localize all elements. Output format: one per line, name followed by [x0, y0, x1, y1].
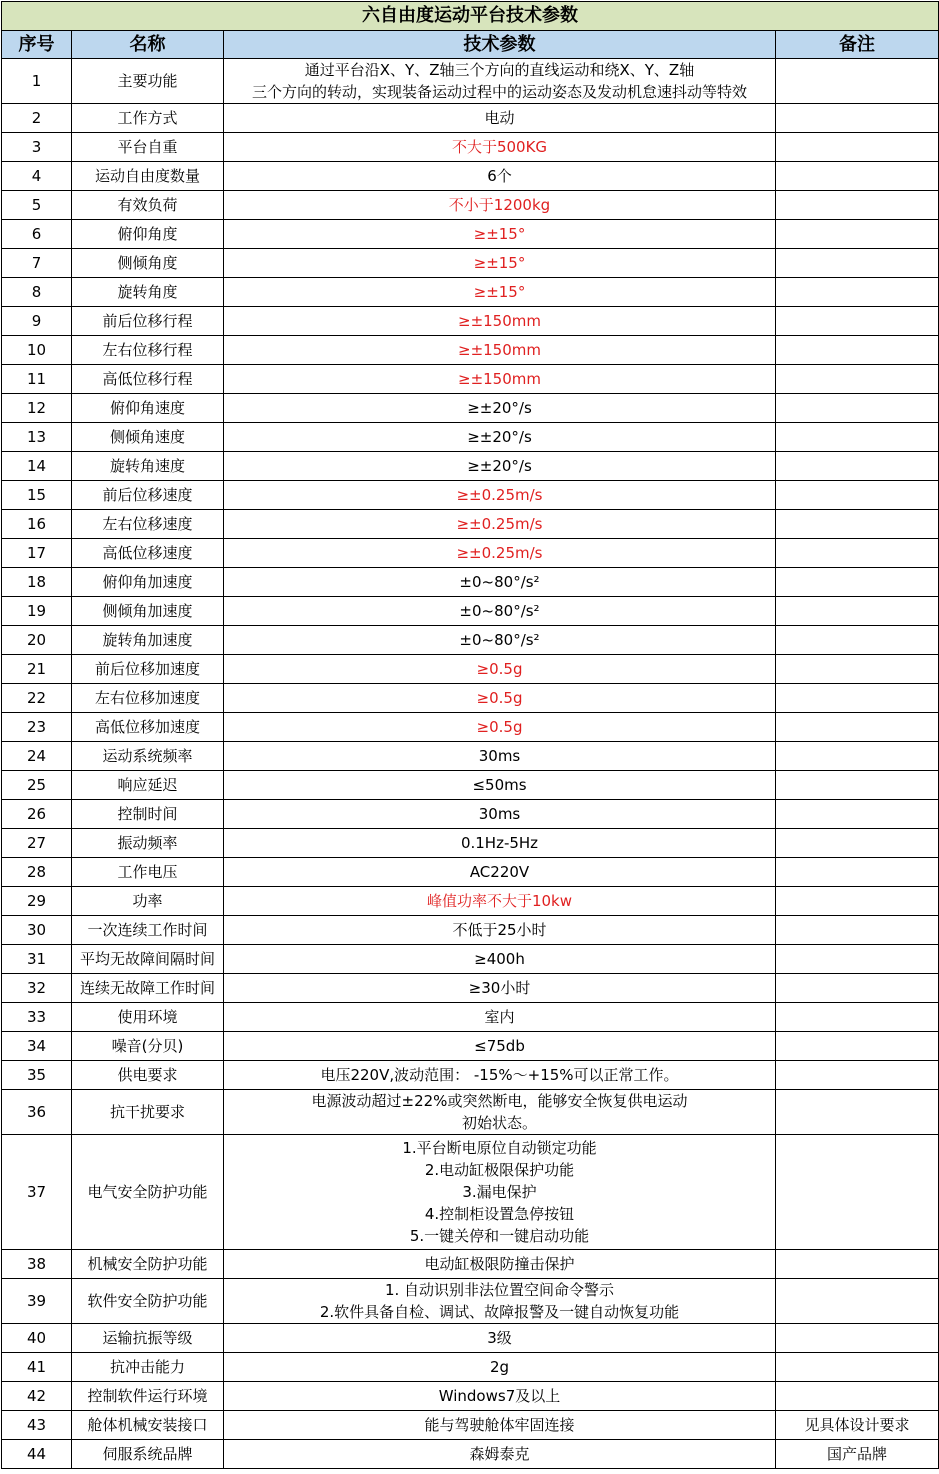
- row-name: 高低位移加速度: [72, 713, 224, 742]
- row-name: 机械安全防护功能: [72, 1250, 224, 1279]
- table-row: [2, 916, 939, 945]
- row-name: 一次连续工作时间: [72, 916, 224, 945]
- row-note: [776, 104, 939, 133]
- row-no: 35: [2, 1061, 72, 1090]
- table-row: [2, 1279, 939, 1324]
- row-value: 能与驾驶舱体牢固连接: [224, 1411, 776, 1440]
- row-value: Windows7及以上: [224, 1382, 776, 1411]
- row-no: 4: [2, 162, 72, 191]
- row-note: [776, 1003, 939, 1032]
- table-row: [2, 1135, 939, 1250]
- row-note: [776, 191, 939, 220]
- table-row: [2, 191, 939, 220]
- table-row: [2, 278, 939, 307]
- row-value: 30ms: [224, 800, 776, 829]
- row-value: ≥±20°/s: [224, 423, 776, 452]
- row-name: 伺服系统品牌: [72, 1440, 224, 1469]
- row-no: 7: [2, 249, 72, 278]
- row-name: 侧倾角速度: [72, 423, 224, 452]
- row-no: 17: [2, 539, 72, 568]
- row-note: [776, 945, 939, 974]
- row-name: 响应延迟: [72, 771, 224, 800]
- row-note: [776, 974, 939, 1003]
- row-value: 电源波动超过±22%或突然断电，能够安全恢复供电运动 初始状态。: [224, 1090, 776, 1135]
- row-no: 12: [2, 394, 72, 423]
- row-name: 左右位移加速度: [72, 684, 224, 713]
- table-row: [2, 1411, 939, 1440]
- table-row: [2, 365, 939, 394]
- table-row: [2, 1250, 939, 1279]
- table-row: [2, 249, 939, 278]
- row-value: 室内: [224, 1003, 776, 1032]
- row-no: 26: [2, 800, 72, 829]
- table-row: [2, 684, 939, 713]
- row-value: AC220V: [224, 858, 776, 887]
- row-value: 电压220V,波动范围： -15%～+15%可以正常工作。: [224, 1061, 776, 1090]
- row-no: 40: [2, 1324, 72, 1353]
- table-row: [2, 510, 939, 539]
- row-note: [776, 1090, 939, 1135]
- row-value: ≤50ms: [224, 771, 776, 800]
- table-row: [2, 1353, 939, 1382]
- row-no: 30: [2, 916, 72, 945]
- row-note: [776, 452, 939, 481]
- row-name: 振动频率: [72, 829, 224, 858]
- row-name: 旋转角度: [72, 278, 224, 307]
- row-value: ≥±0.25m/s: [224, 510, 776, 539]
- row-note: [776, 858, 939, 887]
- row-note: [776, 336, 939, 365]
- table-row: [2, 220, 939, 249]
- row-value: 不大于500KG: [224, 133, 776, 162]
- row-name: 电气安全防护功能: [72, 1135, 224, 1250]
- row-value: ≥±150mm: [224, 336, 776, 365]
- row-note: [776, 626, 939, 655]
- row-value: 2g: [224, 1353, 776, 1382]
- row-no: 28: [2, 858, 72, 887]
- row-note: [776, 133, 939, 162]
- row-no: 37: [2, 1135, 72, 1250]
- row-value: 不低于25小时: [224, 916, 776, 945]
- row-value: ≥±20°/s: [224, 452, 776, 481]
- row-value: ≥±150mm: [224, 307, 776, 336]
- row-name: 侧倾角加速度: [72, 597, 224, 626]
- row-name: 控制时间: [72, 800, 224, 829]
- row-no: 6: [2, 220, 72, 249]
- row-value: 峰值功率不大于10kw: [224, 887, 776, 916]
- row-no: 27: [2, 829, 72, 858]
- table-row: [2, 423, 939, 452]
- table-row: [2, 974, 939, 1003]
- row-value: 1.平台断电原位自动锁定功能 2.电动缸极限保护功能 3.漏电保护 4.控制柜设置急停按钮 5.一键关停和一键启动功能: [224, 1135, 776, 1250]
- table-row: [2, 1382, 939, 1411]
- row-no: 14: [2, 452, 72, 481]
- row-name: 运输抗振等级: [72, 1324, 224, 1353]
- table-row: [2, 539, 939, 568]
- row-no: 32: [2, 974, 72, 1003]
- table-row: [2, 1032, 939, 1061]
- table-row: [2, 771, 939, 800]
- row-no: 1: [2, 59, 72, 104]
- row-name: 旋转角加速度: [72, 626, 224, 655]
- row-no: 24: [2, 742, 72, 771]
- row-no: 16: [2, 510, 72, 539]
- row-name: 前后位移速度: [72, 481, 224, 510]
- row-no: 25: [2, 771, 72, 800]
- row-value: ≥±15°: [224, 278, 776, 307]
- row-value: ≥±0.25m/s: [224, 481, 776, 510]
- row-value: ≥30小时: [224, 974, 776, 1003]
- row-note: [776, 162, 939, 191]
- row-note: [776, 539, 939, 568]
- table-row: [2, 945, 939, 974]
- row-no: 2: [2, 104, 72, 133]
- spec-table: [1, 1, 939, 1469]
- table-row: [2, 133, 939, 162]
- row-name: 平台自重: [72, 133, 224, 162]
- row-value: 1. 自动识别非法位置空间命令警示 2.软件具备自检、调试、故障报警及一键自动恢复功能: [224, 1279, 776, 1324]
- row-value: ≥0.5g: [224, 713, 776, 742]
- row-name: 供电要求: [72, 1061, 224, 1090]
- row-note: [776, 1250, 939, 1279]
- row-note: 见具体设计要求: [776, 1411, 939, 1440]
- row-note: [776, 597, 939, 626]
- table-row: [2, 59, 939, 104]
- header-no: 序号: [2, 31, 72, 59]
- row-name: 高低位移行程: [72, 365, 224, 394]
- row-value: 30ms: [224, 742, 776, 771]
- row-note: [776, 1324, 939, 1353]
- row-note: [776, 249, 939, 278]
- row-note: [776, 1353, 939, 1382]
- row-no: 21: [2, 655, 72, 684]
- row-note: [776, 1382, 939, 1411]
- row-name: 左右位移行程: [72, 336, 224, 365]
- row-note: [776, 829, 939, 858]
- row-value: 电动: [224, 104, 776, 133]
- table-row: [2, 626, 939, 655]
- row-name: 控制软件运行环境: [72, 1382, 224, 1411]
- table-row: [2, 568, 939, 597]
- row-note: [776, 771, 939, 800]
- row-name: 功率: [72, 887, 224, 916]
- row-note: [776, 220, 939, 249]
- row-note: [776, 887, 939, 916]
- row-note: [776, 307, 939, 336]
- row-value: ±0~80°/s²: [224, 626, 776, 655]
- table-row: [2, 336, 939, 365]
- row-value: 0.1Hz-5Hz: [224, 829, 776, 858]
- row-no: 11: [2, 365, 72, 394]
- row-name: 左右位移速度: [72, 510, 224, 539]
- row-no: 13: [2, 423, 72, 452]
- row-name: 连续无故障工作时间: [72, 974, 224, 1003]
- row-no: 5: [2, 191, 72, 220]
- row-note: [776, 742, 939, 771]
- row-no: 29: [2, 887, 72, 916]
- table-row: [2, 858, 939, 887]
- row-name: 前后位移加速度: [72, 655, 224, 684]
- table-row: [2, 104, 939, 133]
- row-no: 9: [2, 307, 72, 336]
- row-name: 俯仰角度: [72, 220, 224, 249]
- row-note: [776, 481, 939, 510]
- row-no: 43: [2, 1411, 72, 1440]
- row-note: [776, 423, 939, 452]
- row-no: 42: [2, 1382, 72, 1411]
- row-name: 俯仰角加速度: [72, 568, 224, 597]
- header-value: 技术参数: [224, 31, 776, 59]
- row-note: [776, 1032, 939, 1061]
- table-row: [2, 800, 939, 829]
- header-row: [2, 31, 939, 59]
- row-note: [776, 394, 939, 423]
- table-row: [2, 1090, 939, 1135]
- row-no: 44: [2, 1440, 72, 1469]
- table-row: [2, 1324, 939, 1353]
- row-value: 不小于1200kg: [224, 191, 776, 220]
- table-row: [2, 655, 939, 684]
- row-name: 有效负荷: [72, 191, 224, 220]
- row-no: 19: [2, 597, 72, 626]
- table-row: [2, 162, 939, 191]
- table-row: [2, 713, 939, 742]
- table-row: [2, 1003, 939, 1032]
- row-note: [776, 916, 939, 945]
- row-name: 侧倾角度: [72, 249, 224, 278]
- row-name: 工作电压: [72, 858, 224, 887]
- row-no: 3: [2, 133, 72, 162]
- table-row: [2, 597, 939, 626]
- row-name: 运动系统频率: [72, 742, 224, 771]
- table-row: [2, 742, 939, 771]
- row-no: 38: [2, 1250, 72, 1279]
- row-name: 工作方式: [72, 104, 224, 133]
- row-no: 31: [2, 945, 72, 974]
- row-value: 森姆泰克: [224, 1440, 776, 1469]
- row-no: 39: [2, 1279, 72, 1324]
- row-note: [776, 713, 939, 742]
- table-row: [2, 481, 939, 510]
- row-no: 36: [2, 1090, 72, 1135]
- row-name: 舱体机械安装接口: [72, 1411, 224, 1440]
- row-note: [776, 800, 939, 829]
- row-name: 高低位移速度: [72, 539, 224, 568]
- row-value: ≥±20°/s: [224, 394, 776, 423]
- row-name: 抗干扰要求: [72, 1090, 224, 1135]
- header-name: 名称: [72, 31, 224, 59]
- row-note: [776, 568, 939, 597]
- row-value: ≥0.5g: [224, 655, 776, 684]
- row-value: ±0~80°/s²: [224, 597, 776, 626]
- table-row: [2, 887, 939, 916]
- row-value: ≥400h: [224, 945, 776, 974]
- row-value: ≥±150mm: [224, 365, 776, 394]
- row-note: [776, 655, 939, 684]
- row-no: 41: [2, 1353, 72, 1382]
- row-name: 抗冲击能力: [72, 1353, 224, 1382]
- row-name: 平均无故障间隔时间: [72, 945, 224, 974]
- row-note: 国产品牌: [776, 1440, 939, 1469]
- row-name: 旋转角速度: [72, 452, 224, 481]
- table-row: [2, 307, 939, 336]
- row-note: [776, 1135, 939, 1250]
- row-note: [776, 365, 939, 394]
- table-row: [2, 394, 939, 423]
- row-value: 通过平台沿X、Y、Z轴三个方向的直线运动和绕X、Y、Z轴 三个方向的转动，实现装备运动过程中的运动姿态及发动机怠速抖动等特效: [224, 59, 776, 104]
- table-title: 六自由度运动平台技术参数: [2, 2, 939, 31]
- row-no: 10: [2, 336, 72, 365]
- row-name: 使用环境: [72, 1003, 224, 1032]
- row-note: [776, 278, 939, 307]
- row-no: 22: [2, 684, 72, 713]
- row-note: [776, 59, 939, 104]
- row-no: 18: [2, 568, 72, 597]
- table-row: [2, 829, 939, 858]
- row-name: 主要功能: [72, 59, 224, 104]
- row-no: 34: [2, 1032, 72, 1061]
- row-name: 软件安全防护功能: [72, 1279, 224, 1324]
- row-name: 运动自由度数量: [72, 162, 224, 191]
- row-note: [776, 684, 939, 713]
- row-note: [776, 510, 939, 539]
- row-value: ≥±15°: [224, 249, 776, 278]
- row-value: 电动缸极限防撞击保护: [224, 1250, 776, 1279]
- row-no: 20: [2, 626, 72, 655]
- row-value: ≥±0.25m/s: [224, 539, 776, 568]
- row-note: [776, 1061, 939, 1090]
- row-value: ≥0.5g: [224, 684, 776, 713]
- row-no: 15: [2, 481, 72, 510]
- row-value: 3级: [224, 1324, 776, 1353]
- row-name: 噪音(分贝): [72, 1032, 224, 1061]
- row-no: 23: [2, 713, 72, 742]
- table-row: [2, 1440, 939, 1469]
- row-value: ≤75db: [224, 1032, 776, 1061]
- table-row: [2, 1061, 939, 1090]
- row-value: ±0~80°/s²: [224, 568, 776, 597]
- row-name: 前后位移行程: [72, 307, 224, 336]
- row-name: 俯仰角速度: [72, 394, 224, 423]
- row-value: ≥±15°: [224, 220, 776, 249]
- row-value: 6个: [224, 162, 776, 191]
- row-no: 33: [2, 1003, 72, 1032]
- row-note: [776, 1279, 939, 1324]
- table-row: [2, 452, 939, 481]
- header-note: 备注: [776, 31, 939, 59]
- row-no: 8: [2, 278, 72, 307]
